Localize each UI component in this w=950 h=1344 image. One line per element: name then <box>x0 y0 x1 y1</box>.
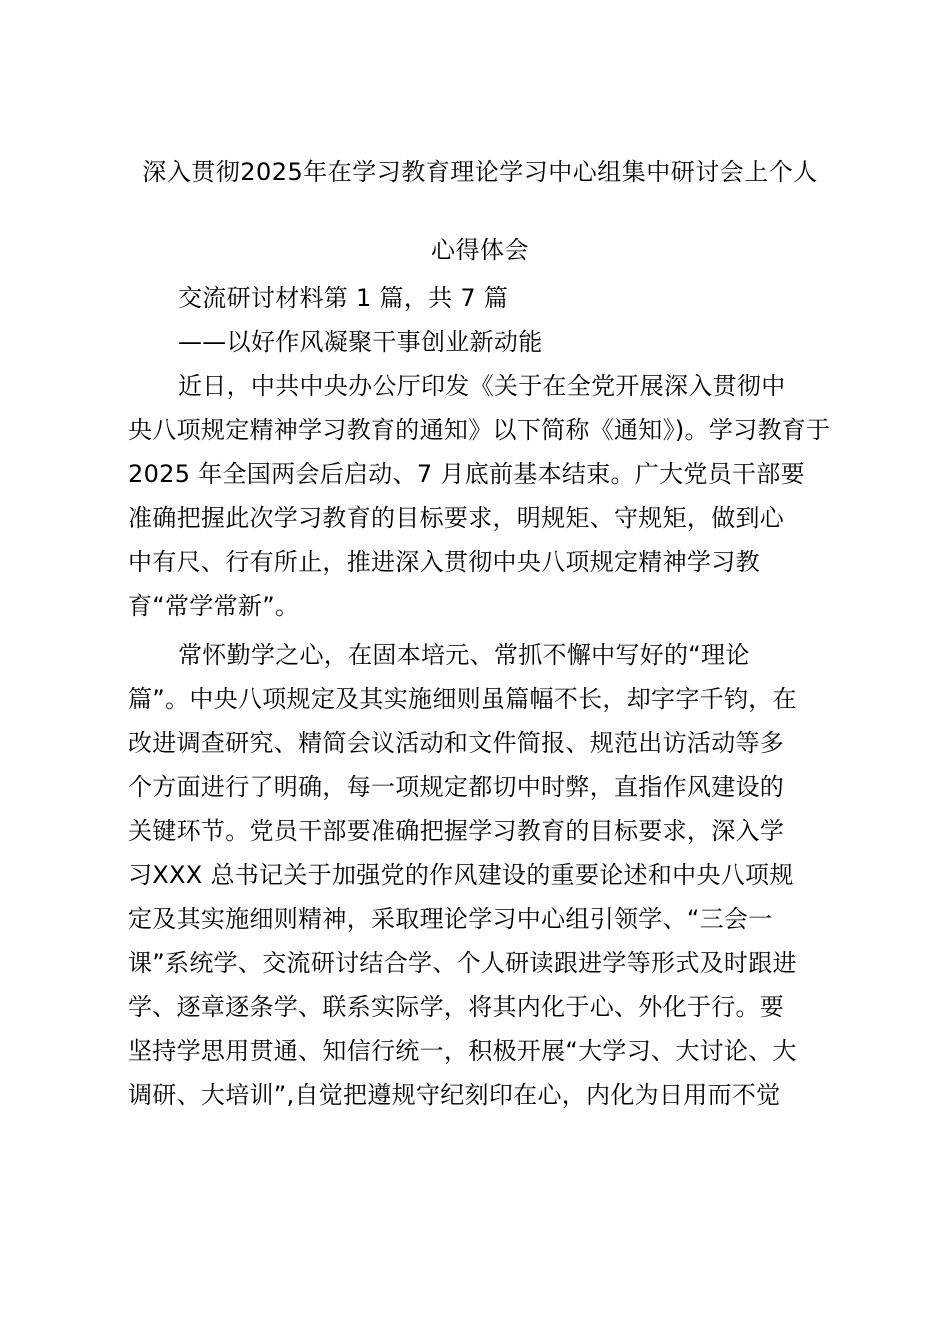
paragraph-2-line: 常怀勤学之心，在固本培元、常抓不懈中写好的“理论 <box>178 641 750 669</box>
paragraph-2-line: 改进调查研究、精简会议活动和文件简报、规范出访活动等多 <box>128 729 785 757</box>
paragraph-1-line: 近日，中共中央办公厅印发《关于在全党开展深入贯彻中 <box>178 372 786 400</box>
document-title-line-1: 深入贯彻2025年在学习教育理论学习中心组集中研讨会上个人 <box>142 158 818 186</box>
paragraph-2-line: 学、逐章逐条学、联系实际学，将其内化于心、外化于行。要 <box>128 993 785 1021</box>
paragraph-1-line: 央八项规定精神学习教育的通知》以下简称《通知》)。学习教育于 <box>128 416 831 444</box>
paragraph-2-line: 定及其实施细则精神，采取理论学习中心组引领学、“三会一 <box>128 905 773 933</box>
paragraph-2-line: 篇”。中央八项规定及其实施细则虽篇幅不长，却字字千钧，在 <box>128 685 797 713</box>
paragraph-2-line: 习XXX 总书记关于加强党的作风建设的重要论述和中央八项规 <box>128 861 794 889</box>
paragraph-1-line: 准确把握此次学习教育的目标要求，明规矩、守规矩，做到心 <box>128 504 785 532</box>
paragraph-1-line: 育“常学常新”。 <box>128 592 300 620</box>
paragraph-2-line: 关键环节。党员干部要准确把握学习教育的目标要求，深入学 <box>128 817 785 845</box>
document-subtitle: ——以好作风凝聚干事创业新动能 <box>178 328 543 356</box>
series-label: 交流研讨材料第 1 篇，共 7 篇 <box>178 284 509 312</box>
paragraph-2-line: 调研、大培训”,自觉把遵规守纪刻印在心，内化为日用而不觉 <box>128 1081 781 1109</box>
paragraph-1-line: 中有尺、行有所止，推进深入贯彻中央八项规定精神学习教 <box>128 548 760 576</box>
paragraph-2-line: 课”系统学、交流研讨结合学、个人研读跟进学等形式及时跟进 <box>128 949 797 977</box>
paragraph-1-line: 2025 年全国两会后启动、7 月底前基本结束。广大党员干部要 <box>128 460 805 488</box>
paragraph-2-line: 个方面进行了明确，每一项规定都切中时弊，直指作风建设的 <box>128 773 785 801</box>
document-title-line-2: 心得体会 <box>431 236 529 264</box>
paragraph-2-line: 坚持学思用贯通、知信行统一，积极开展“大学习、大讨论、大 <box>128 1037 797 1065</box>
